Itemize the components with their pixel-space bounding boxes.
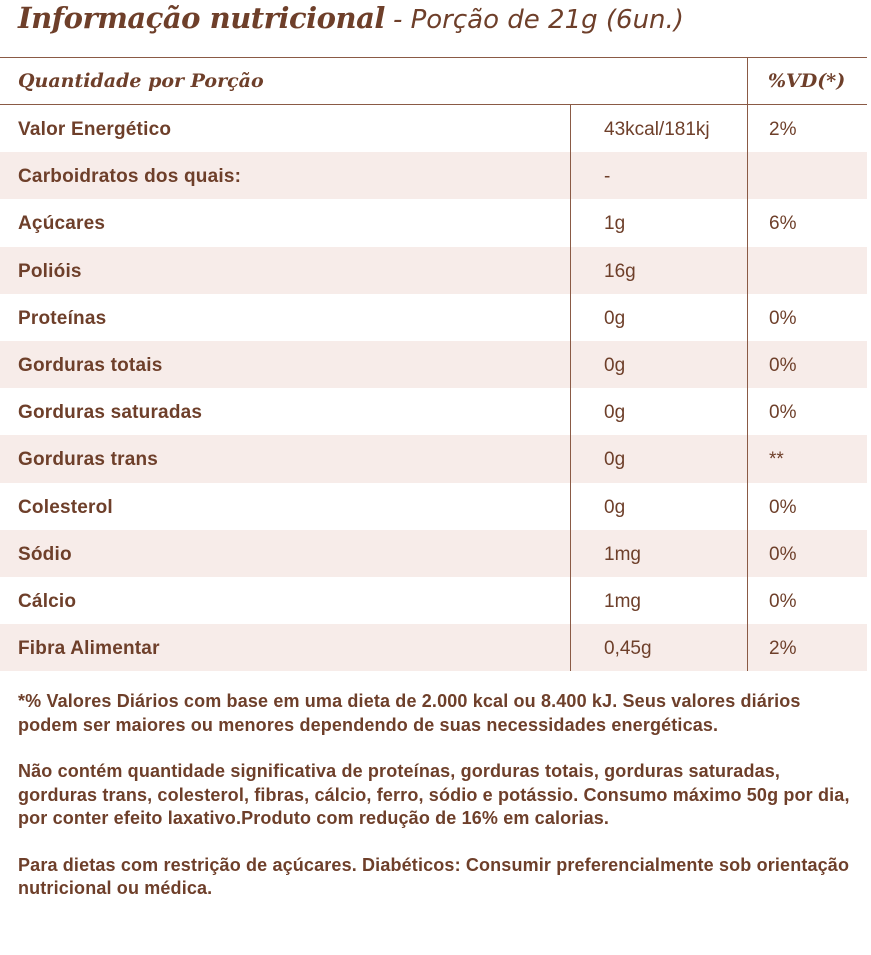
nutrient-name: Polióis <box>18 260 82 282</box>
table-body <box>0 105 867 671</box>
table-row <box>0 388 867 435</box>
nutrient-vd: 6% <box>769 213 797 235</box>
column-divider-vd <box>747 105 748 671</box>
nutrient-vd: 0% <box>769 402 797 424</box>
table-row <box>0 294 867 341</box>
table-row <box>0 530 867 577</box>
nutrient-amount: 0g <box>604 307 626 329</box>
table-row <box>0 483 867 530</box>
nutrient-vd: 0% <box>769 496 797 518</box>
table-row <box>0 105 867 152</box>
nutrition-table <box>0 58 867 671</box>
nutrient-amount: 0,45g <box>604 638 652 660</box>
nutrient-vd: 0% <box>769 354 797 376</box>
nutrient-name: Carboidratos dos quais: <box>18 166 242 188</box>
nutrient-amount: 0g <box>604 402 626 424</box>
table-header <box>0 58 867 105</box>
table-row <box>0 577 867 624</box>
nutrient-name: Cálcio <box>18 590 77 612</box>
footnote-paragraph: Não contém quantidade significativa de proteínas, gorduras totais, gorduras saturadas, gorduras trans, colesterol, fibras, cálcio, ferro, sódio e potássio. Consumo máximo 50g por dia, por conter efeito laxativo.Produto com redução de 16% em calorias. <box>18 761 850 828</box>
footnote-paragraph: Para dietas com restrição de açúcares. Diabéticos: Consumir preferencialmente sob orientação nutricional ou médica. <box>18 854 850 898</box>
footnotes <box>18 690 863 924</box>
header-divider <box>747 58 748 104</box>
nutrient-name: Gorduras totais <box>18 354 163 376</box>
title-main: Informação nutricional <box>18 1 385 35</box>
nutrient-amount: 16g <box>604 260 636 282</box>
table-row <box>0 435 867 482</box>
header-quantity-label: Quantidade por Porção <box>18 70 264 92</box>
nutrient-amount: - <box>604 166 611 188</box>
nutrient-amount: 0g <box>604 496 626 518</box>
column-divider-amount <box>570 105 571 671</box>
header-vd-label: %VD(*) <box>768 70 846 92</box>
table-row <box>0 152 867 199</box>
table-row <box>0 341 867 388</box>
nutrient-vd: ** <box>769 449 784 471</box>
nutrient-name: Gorduras saturadas <box>18 402 203 424</box>
table-row <box>0 199 867 246</box>
nutrient-name: Sódio <box>18 543 72 565</box>
page-title <box>18 0 684 38</box>
table-row <box>0 624 867 671</box>
nutrient-name: Gorduras trans <box>18 449 159 471</box>
nutrient-name: Fibra Alimentar <box>18 638 160 660</box>
table-row <box>0 247 867 294</box>
nutrient-name: Açúcares <box>18 213 106 235</box>
title-portion: - Porção de 21g (6un.) <box>392 5 684 35</box>
nutrient-vd: 0% <box>769 590 797 612</box>
nutrient-name: Proteínas <box>18 307 107 329</box>
nutrient-amount: 1g <box>604 213 626 235</box>
nutrient-amount: 43kcal/181kj <box>604 119 710 140</box>
nutrient-vd: 2% <box>769 638 797 660</box>
nutrient-amount: 0g <box>604 449 626 471</box>
nutrient-amount: 0g <box>604 354 626 376</box>
footnote-paragraph: *% Valores Diários com base em uma dieta de 2.000 kcal ou 8.400 kJ. Seus valores diários podem ser maiores ou menores dependendo de suas necessidades energéticas. <box>18 691 801 735</box>
nutrient-vd: 0% <box>769 543 797 565</box>
nutrient-amount: 1mg <box>604 543 641 565</box>
nutrient-name: Colesterol <box>18 496 113 518</box>
nutrient-amount: 1mg <box>604 590 641 612</box>
nutrient-vd: 2% <box>769 119 797 140</box>
nutrient-name: Valor Energético <box>18 119 172 140</box>
nutrient-vd: 0% <box>769 307 797 329</box>
